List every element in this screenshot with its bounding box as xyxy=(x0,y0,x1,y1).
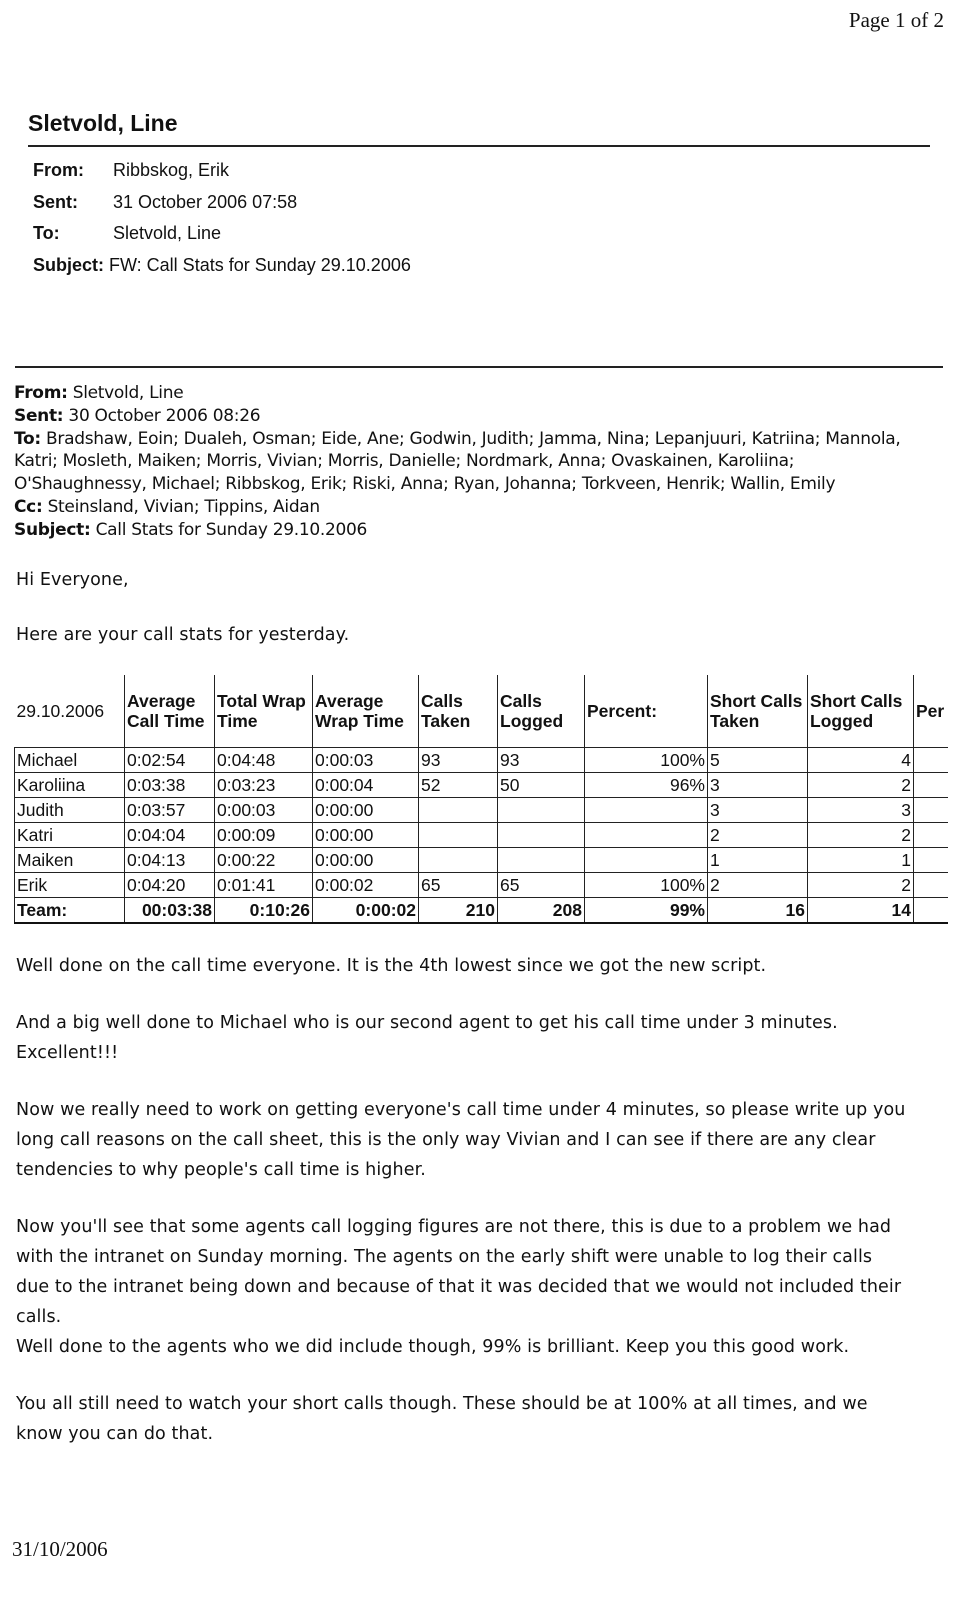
agent-name: Maiken xyxy=(15,848,125,873)
header-average-call-time: Average Call Time xyxy=(125,675,215,748)
paragraph-call-time: Well done on the call time everyone. It is the 4th lowest since we got the new script. xyxy=(16,956,767,976)
short-calls-logged: 3 xyxy=(808,798,914,823)
paragraph-line: Excellent!!! xyxy=(16,1043,119,1063)
original-message-divider xyxy=(15,366,943,368)
sent-label: Sent: xyxy=(33,191,78,212)
average-call-time: 0:04:13 xyxy=(125,848,215,873)
header-total-wrap-time: Total Wrap Time xyxy=(215,675,313,748)
paragraph-line: You all still need to watch your short calls though. These should be at 100% at all times, and we xyxy=(16,1394,868,1414)
table-row xyxy=(15,748,948,773)
table-row xyxy=(15,848,948,873)
inner-sent-label: Sent: xyxy=(14,405,64,426)
header-date: 29.10.2006 xyxy=(16,701,105,721)
subject-value: FW: Call Stats for Sunday 29.10.2006 xyxy=(109,254,411,275)
calls-logged xyxy=(498,823,585,848)
paragraph-short-calls xyxy=(16,1389,951,1449)
page-number: Page 1 of 2 xyxy=(848,8,944,32)
inner-to-line-1: Bradshaw, Eoin; Dualeh, Osman; Eide, Ane; Godwin, Judith; Jamma, Nina; Lepanjuuri, Katriina; Mannola, xyxy=(46,428,901,449)
footer-date: 31/10/2006 xyxy=(12,1537,108,1561)
average-call-time: 0:04:04 xyxy=(125,823,215,848)
average-call-time: 0:04:20 xyxy=(125,873,215,898)
team-percent: 99% xyxy=(585,898,708,924)
forwarded-email-header xyxy=(33,160,411,286)
header-short-calls-logged: Short Calls Logged xyxy=(808,675,914,748)
calls-taken: 65 xyxy=(419,873,498,898)
agent-name: Michael xyxy=(15,748,125,773)
calls-logged xyxy=(498,798,585,823)
inner-sent-row xyxy=(14,405,949,428)
short-calls-taken: 2 xyxy=(708,823,808,848)
average-wrap-time: 0:00:02 xyxy=(313,873,419,898)
percent: 100% xyxy=(585,873,708,898)
paragraph-line: tendencies to why people's call time is higher. xyxy=(16,1160,426,1180)
to-value: Sletvold, Line xyxy=(113,223,222,243)
original-email-header xyxy=(14,382,949,542)
header-average-wrap-time: Average Wrap Time xyxy=(313,675,419,748)
paragraph-line: And a big well done to Michael who is our second agent to get his call time under 3 minutes. xyxy=(16,1013,838,1033)
inner-cc-row xyxy=(14,496,949,519)
from-label: From: xyxy=(33,160,84,180)
total-wrap-time: 0:04:48 xyxy=(215,748,313,773)
short-calls-taken: 1 xyxy=(708,848,808,873)
percent xyxy=(585,823,708,848)
paragraph-line: due to the intranet being down and because of that it was decided that we would not included their xyxy=(16,1277,902,1297)
header-percent-truncated: Per xyxy=(914,675,948,748)
short-calls-taken: 5 xyxy=(708,748,808,773)
calls-taken xyxy=(419,848,498,873)
from-value: Ribbskog, Erik xyxy=(113,160,230,180)
greeting: Hi Everyone, xyxy=(16,570,129,590)
inner-subject-label: Subject: xyxy=(14,519,91,540)
total-wrap-time: 0:01:41 xyxy=(215,873,313,898)
calls-taken xyxy=(419,823,498,848)
calls-taken: 93 xyxy=(419,748,498,773)
calls-taken xyxy=(419,798,498,823)
table-header-row xyxy=(15,675,948,748)
header-percent: Percent: xyxy=(585,675,708,748)
paragraph-intranet xyxy=(16,1212,951,1362)
paragraph-line: Well done to the agents who we did include though, 99% is brilliant. Keep you this good work. xyxy=(16,1337,850,1357)
calls-taken: 52 xyxy=(419,773,498,798)
team-average-call-time: 00:03:38 xyxy=(125,898,215,924)
paragraph-line: long call reasons on the call sheet, this is the only way Vivian and I can see if there are any clear xyxy=(16,1130,876,1150)
inner-to-label: To: xyxy=(14,428,41,449)
table-row xyxy=(15,798,948,823)
short-calls-logged: 1 xyxy=(808,848,914,873)
sent-value: 31 October 2006 07:58 xyxy=(113,191,298,212)
to-row xyxy=(33,223,411,255)
calls-logged: 93 xyxy=(498,748,585,773)
inner-cc-value: Steinsland, Vivian; Tippins, Aidan xyxy=(47,496,320,517)
inner-sent-value: 30 October 2006 08:26 xyxy=(68,405,261,426)
truncated-cell xyxy=(914,848,948,873)
agent-name: Judith xyxy=(15,798,125,823)
percent xyxy=(585,798,708,823)
truncated-cell xyxy=(914,773,948,798)
inner-to-row xyxy=(14,428,949,451)
short-calls-logged: 2 xyxy=(808,873,914,898)
short-calls-logged: 4 xyxy=(808,748,914,773)
short-calls-taken: 3 xyxy=(708,798,808,823)
paragraph-line: know you can do that. xyxy=(16,1424,214,1444)
team-label: Team: xyxy=(15,898,125,924)
table-row xyxy=(15,823,948,848)
header-divider xyxy=(28,145,930,147)
calls-logged: 50 xyxy=(498,773,585,798)
agent-name: Erik xyxy=(15,873,125,898)
agent-name: Katri xyxy=(15,823,125,848)
average-wrap-time: 0:00:00 xyxy=(313,848,419,873)
paragraph-line: with the intranet on Sunday morning. The agents on the early shift were unable to log their calls xyxy=(16,1247,873,1267)
team-total-row xyxy=(15,898,948,924)
inner-subject-value: Call Stats for Sunday 29.10.2006 xyxy=(95,519,368,540)
intro-line: Here are your call stats for yesterday. xyxy=(16,625,350,645)
percent: 100% xyxy=(585,748,708,773)
team-total-wrap-time: 0:10:26 xyxy=(215,898,313,924)
average-wrap-time: 0:00:00 xyxy=(313,798,419,823)
calls-logged: 65 xyxy=(498,873,585,898)
call-stats-table xyxy=(14,675,948,924)
truncated-cell xyxy=(914,873,948,898)
truncated-cell xyxy=(914,798,948,823)
inner-from-label: From: xyxy=(14,383,68,403)
average-wrap-time: 0:00:00 xyxy=(313,823,419,848)
short-calls-taken: 3 xyxy=(708,773,808,798)
agent-name: Karoliina xyxy=(15,773,125,798)
paragraph-line: Now you'll see that some agents call logging figures are not there, this is due to a problem we had xyxy=(16,1217,892,1237)
paragraph-line: calls. xyxy=(16,1307,62,1327)
truncated-cell xyxy=(914,748,948,773)
table-row xyxy=(15,873,948,898)
inner-cc-label: Cc: xyxy=(14,496,43,517)
inner-subject-row xyxy=(14,519,949,542)
team-short-calls-taken: 16 xyxy=(708,898,808,924)
inner-to-line-3: O'Shaughnessy, Michael; Ribbskog, Erik; Riski, Anna; Ryan, Johanna; Torkveen, Henrik; Wallin, Emily xyxy=(14,474,836,495)
subject-label: Subject: xyxy=(33,254,105,275)
team-short-calls-logged: 14 xyxy=(808,898,914,924)
team-calls-taken: 210 xyxy=(419,898,498,924)
inner-from-value: Sletvold, Line xyxy=(72,383,184,403)
short-calls-taken: 2 xyxy=(708,873,808,898)
header-short-calls-taken: Short Calls Taken xyxy=(708,675,808,748)
percent: 96% xyxy=(585,773,708,798)
mailbox-owner-name: Sletvold, Line xyxy=(28,110,178,136)
average-call-time: 0:03:38 xyxy=(125,773,215,798)
average-call-time: 0:02:54 xyxy=(125,748,215,773)
total-wrap-time: 0:00:03 xyxy=(215,798,313,823)
header-calls-logged: Calls Logged xyxy=(498,675,585,748)
truncated-cell xyxy=(914,898,948,924)
truncated-cell xyxy=(914,823,948,848)
paragraph-michael xyxy=(16,1008,951,1068)
inner-from-row xyxy=(14,382,949,405)
percent xyxy=(585,848,708,873)
team-calls-logged: 208 xyxy=(498,898,585,924)
paragraph-call-reasons xyxy=(16,1095,951,1185)
average-wrap-time: 0:00:03 xyxy=(313,748,419,773)
sent-row xyxy=(33,192,411,224)
short-calls-logged: 2 xyxy=(808,823,914,848)
team-average-wrap-time: 0:00:02 xyxy=(313,898,419,924)
total-wrap-time: 0:00:09 xyxy=(215,823,313,848)
table-row xyxy=(15,773,948,798)
inner-to-line-2: Katri; Mosleth, Maiken; Morris, Vivian; Morris, Danielle; Nordmark, Anna; Ovaskainen, Karoliina; xyxy=(14,451,795,472)
from-row xyxy=(33,160,411,192)
paragraph-line: Now we really need to work on getting everyone's call time under 4 minutes, so please write up you xyxy=(16,1100,906,1120)
total-wrap-time: 0:00:22 xyxy=(215,848,313,873)
header-calls-taken: Calls Taken xyxy=(419,675,498,748)
total-wrap-time: 0:03:23 xyxy=(215,773,313,798)
average-wrap-time: 0:00:04 xyxy=(313,773,419,798)
subject-row xyxy=(33,255,411,287)
calls-logged xyxy=(498,848,585,873)
average-call-time: 0:03:57 xyxy=(125,798,215,823)
to-label: To: xyxy=(33,223,60,243)
short-calls-logged: 2 xyxy=(808,773,914,798)
